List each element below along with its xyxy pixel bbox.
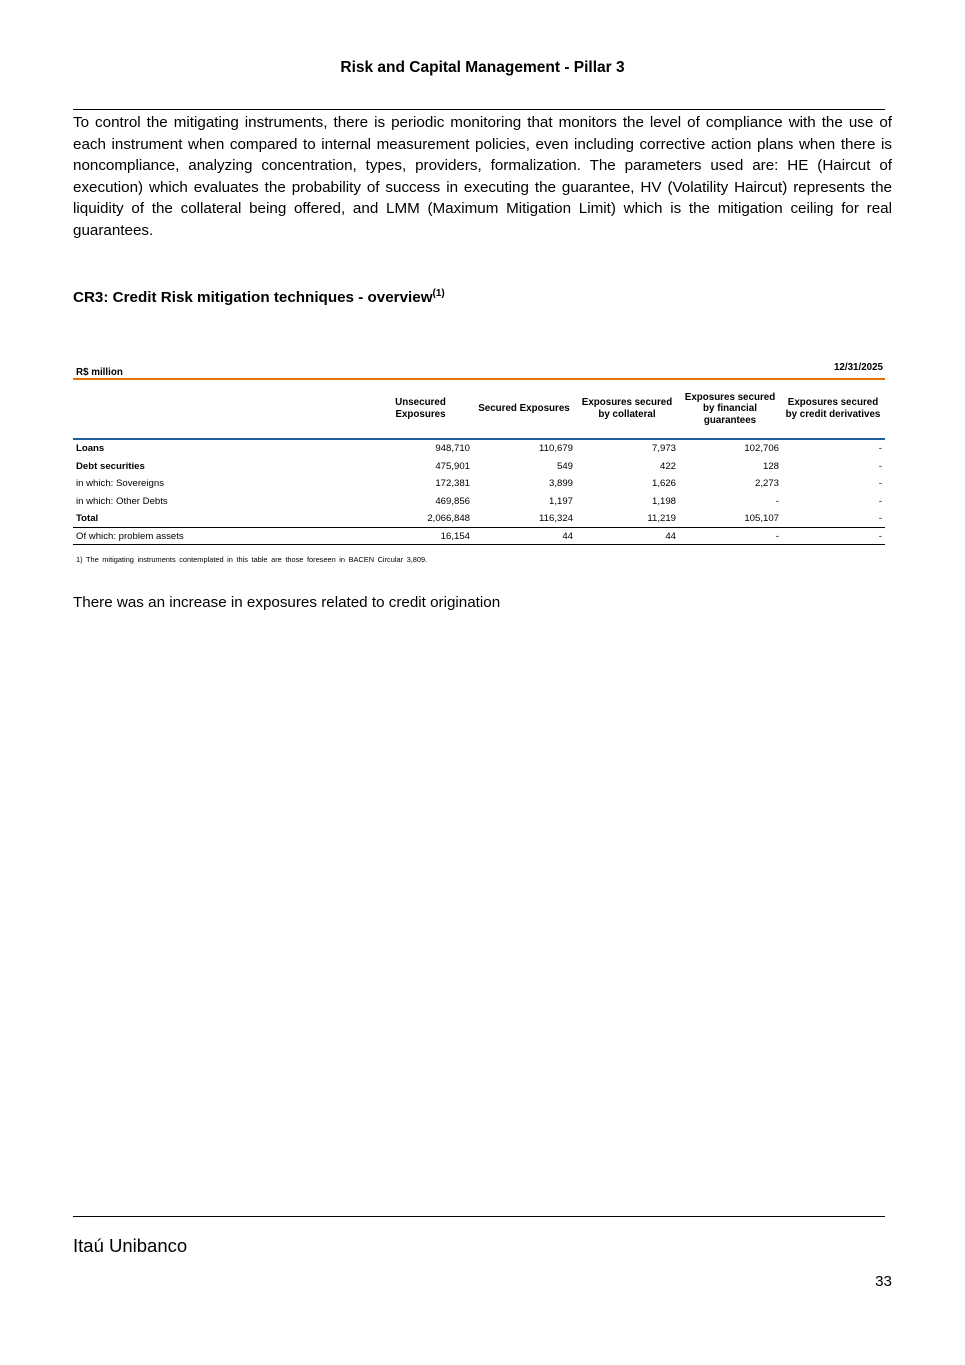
cell-collateral: 1,626 <box>651 478 676 489</box>
column-header-unsecured: Unsecured Exposures <box>395 397 446 420</box>
table-units: R$ million <box>76 367 123 378</box>
cell-secured: 116,324 <box>539 513 573 524</box>
table-row <box>73 475 885 493</box>
cell-credit-derivatives: - <box>878 443 882 454</box>
cell-unsecured: 16,154 <box>440 530 470 542</box>
table-date: 12/31/2025 <box>833 362 883 373</box>
table-row <box>73 440 885 458</box>
page-header-title: Risk and Capital Management - Pillar 3 <box>340 59 625 76</box>
column-header-secured: Secured Exposures <box>478 403 570 415</box>
cell-financial-guarantees: 102,706 <box>744 443 779 454</box>
footer-divider <box>73 1216 885 1217</box>
cell-financial-guarantees: 128 <box>762 460 779 472</box>
row-label: Of which: problem assets <box>76 530 184 542</box>
intro-paragraph: To control the mitigating instruments, there is periodic monitoring that monitors the level of compliance with the use of each instrument when compared to internal measurement policies, even including corrective action plans when there is noncompliance, analyzing concentration, types, providers, formalization. The parameters used are: HE (Haircut of execution) which evaluates the probability of success in executing the guarantee, HV (Volatility Haircut) represents the liquidity of the collateral being offered, and LMM (Maximum Mitigation Limit) which is the mitigation ceiling for real guarantees. <box>73 114 892 239</box>
page-number: 33 <box>875 1273 892 1290</box>
cell-credit-derivatives: - <box>878 513 882 524</box>
cell-credit-derivatives: - <box>878 495 882 507</box>
cell-unsecured: 948,710 <box>435 443 470 454</box>
table-row <box>73 458 885 476</box>
table-top-bar <box>73 360 885 378</box>
cell-secured: 110,679 <box>539 443 573 454</box>
cell-collateral: 11,219 <box>647 513 676 524</box>
cell-financial-guarantees: - <box>775 530 779 542</box>
cell-secured: 44 <box>562 530 573 542</box>
table-row-total <box>73 510 885 528</box>
cell-financial-guarantees: - <box>775 495 779 507</box>
cell-unsecured: 172,381 <box>435 478 470 489</box>
row-label: in which: Other Debts <box>76 495 168 507</box>
row-label: Loans <box>76 443 105 454</box>
table-row <box>73 528 885 546</box>
column-header-financial-guarantees: Exposures secured by financial guarantees <box>684 391 776 426</box>
cell-secured: 3,899 <box>548 478 573 489</box>
cell-unsecured: 469,856 <box>435 495 470 507</box>
cell-collateral: 422 <box>659 460 676 472</box>
row-label: Total <box>76 513 99 524</box>
cell-collateral: 44 <box>665 530 676 542</box>
cell-unsecured: 475,901 <box>435 460 470 472</box>
cell-collateral: 1,198 <box>651 495 676 507</box>
table-footnote: 1) The mitigating instruments contemplated in this table are those foreseen in BACEN Circular 3,809. <box>76 555 428 564</box>
column-header-credit-derivatives: Exposures secured by credit derivatives <box>785 397 881 420</box>
cell-secured: 1,197 <box>548 495 573 507</box>
header-divider <box>73 109 885 110</box>
closing-paragraph: There was an increase in exposures related to credit origination <box>73 594 501 611</box>
cell-collateral: 7,973 <box>651 443 676 454</box>
section-title <box>73 288 445 306</box>
section-title-text: CR3: Credit Risk mitigation techniques - overview <box>73 289 433 306</box>
cell-unsecured: 2,066,848 <box>427 513 470 524</box>
row-label: Debt securities <box>76 460 145 472</box>
row-label: in which: Sovereigns <box>76 478 164 489</box>
column-header-collateral: Exposures secured by collateral <box>581 397 673 420</box>
table-column-headers <box>73 380 885 438</box>
cell-credit-derivatives: - <box>878 460 882 472</box>
footer-company-name: Itaú Unibanco <box>73 1235 188 1256</box>
cell-credit-derivatives: - <box>878 530 882 542</box>
cell-credit-derivatives: - <box>878 478 882 489</box>
cell-secured: 549 <box>556 460 573 472</box>
cell-financial-guarantees: 105,107 <box>744 513 779 524</box>
cr3-table <box>73 360 885 564</box>
table-row <box>73 493 885 511</box>
section-title-footnote-ref: (1) <box>432 288 445 299</box>
cell-financial-guarantees: 2,273 <box>754 478 779 489</box>
